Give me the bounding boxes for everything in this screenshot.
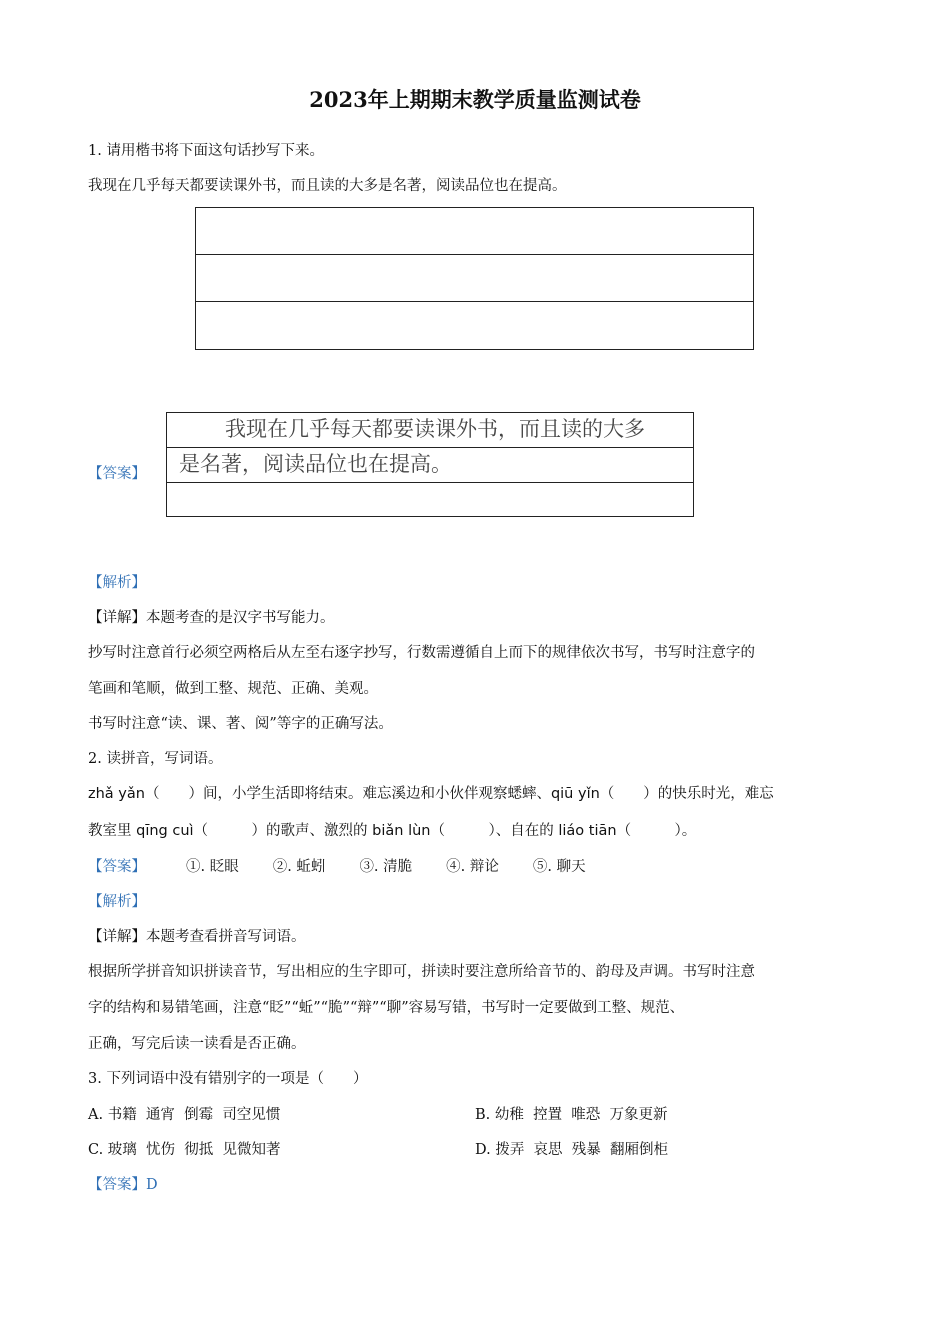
pinyin: liáo tiān	[558, 823, 617, 839]
q1-sentence: 我现在几乎每天都要读课外书，而且读的大多是名著，阅读品位也在提高。	[88, 178, 567, 194]
q3-answer-value: D	[146, 1177, 158, 1193]
q2-line2-text-1: （ ）的歌声、激烈的	[193, 823, 373, 839]
answer-item: ④. 辩论	[446, 859, 499, 875]
writing-line[interactable]	[196, 208, 753, 255]
q1-prompt: 1. 请用楷书将下面这句话抄写下来。	[88, 143, 324, 159]
q2-analysis-label: 【解析】	[88, 894, 146, 910]
q2-line1-text-1: （ ）间，小学生活即将结束。难忘溪边和小伙伴观察蟋蟀、	[144, 786, 551, 802]
q3-answer	[88, 1175, 158, 1195]
q2-answer	[88, 857, 620, 877]
q2-para-line1: 根据所学拼音知识拼读音节，写出相应的生字即可，拼读时要注意所给音节的、韵母及声调。书写时注意	[88, 964, 755, 980]
q1-detail: 【详解】本题考查的是汉字书写能力。	[88, 610, 335, 626]
pinyin: qiū yǐn	[550, 786, 600, 802]
answer-item: ③. 清脆	[359, 859, 413, 875]
writing-line[interactable]	[196, 302, 753, 349]
answer-item: ②. 蚯蚓	[272, 859, 326, 875]
q1-para1-line2: 笔画和笔顺，做到工整、规范、正确、美观。	[88, 681, 378, 697]
q2-prompt: 2. 读拼音，写词语。	[88, 751, 223, 767]
pinyin: biǎn lùn	[372, 823, 431, 839]
q2-line1	[88, 784, 774, 804]
answer-item: ①. 眨眼	[186, 859, 239, 875]
q1-para1-line1: 抄写时注意首行必须空两格后从左至右逐字抄写，行数需遵循自上而下的规律依次书写，书写时注意字的	[88, 645, 755, 661]
answer-line: 我现在几乎每天都要读课外书，而且读的大多	[167, 413, 693, 448]
q3-answer-label: 【答案】	[88, 1177, 146, 1193]
answer-line: 是名著，阅读品位也在提高。	[167, 448, 693, 483]
q3-option-b[interactable]: B. 幼稚 控置 唯恐 万象更新	[475, 1107, 668, 1123]
q2-line1-text-2: （ ）的快乐时光，难忘	[599, 786, 774, 802]
q2-para-line3: 正确，写完后读一读看是否正确。	[88, 1036, 306, 1052]
q3-option-a[interactable]: A. 书籍 通宵 倒霉 司空见惯	[88, 1107, 281, 1123]
q2-line2	[88, 821, 696, 841]
answer-line	[167, 483, 693, 518]
q3-option-c[interactable]: C. 玻璃 忧伤 彻抵 见微知著	[88, 1142, 281, 1158]
writing-line[interactable]	[196, 255, 753, 302]
q1-writing-grid[interactable]	[195, 207, 754, 350]
q2-detail: 【详解】本题考查看拼音写词语。	[88, 929, 306, 945]
pinyin: zhǎ yǎn	[88, 786, 145, 802]
q2-line2-start: 教室里	[88, 823, 137, 839]
q2-line2-text-2: （ ）、自在的	[430, 823, 559, 839]
q3-prompt: 3. 下列词语中没有错别字的一项是（ ）	[88, 1071, 368, 1087]
q1-para2: 书写时注意“读、课、著、阅”等字的正确写法。	[88, 716, 393, 732]
q1-answer-grid	[166, 412, 694, 517]
page-title: 2023年上期期末教学质量监测试卷	[309, 87, 641, 112]
q2-line2-text-3: （ ）。	[616, 823, 697, 839]
q2-para-line2: 字的结构和易错笔画，注意“眨”“蚯”“脆”“辩”“聊”容易写错，书写时一定要做到工整、规范、	[88, 1000, 685, 1016]
answer-item: ⑤. 聊天	[532, 859, 586, 875]
pinyin: qīng cuì	[136, 823, 194, 839]
q1-answer-label: 【答案】	[88, 466, 146, 482]
q1-analysis-label: 【解析】	[88, 575, 146, 591]
q2-answer-label: 【答案】	[88, 859, 146, 875]
q3-option-d[interactable]: D. 拨弄 哀思 残暴 翻厢倒柜	[475, 1142, 668, 1158]
